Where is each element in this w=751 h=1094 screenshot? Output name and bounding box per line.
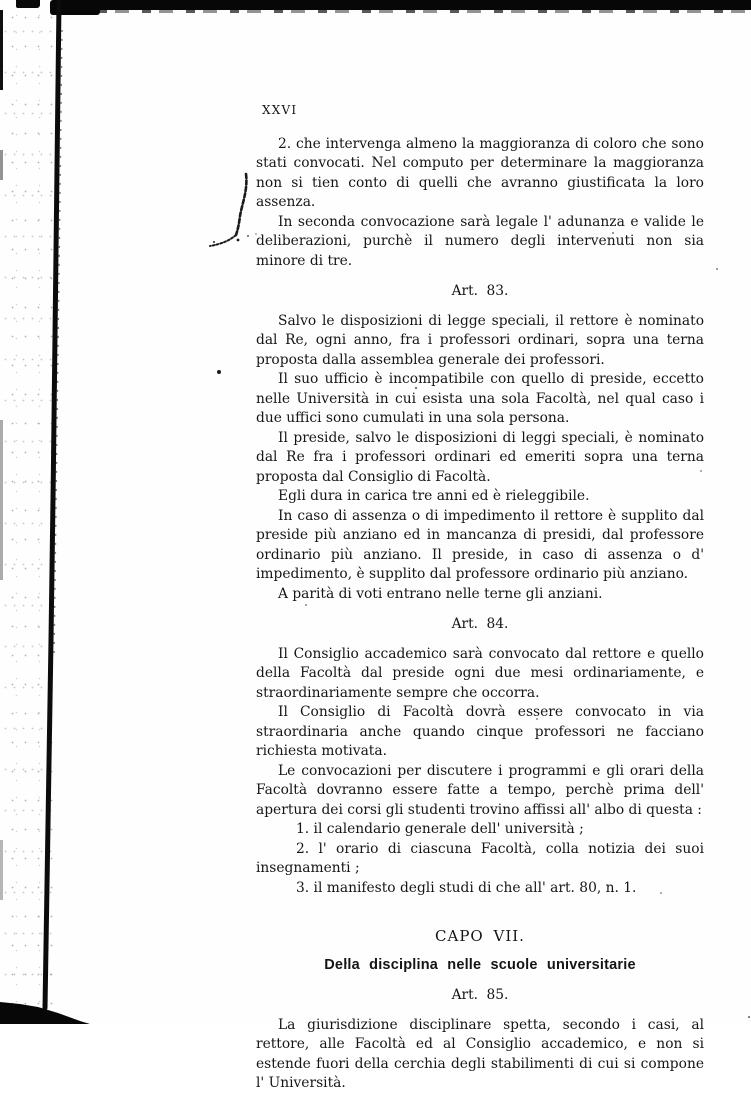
text-block <box>256 101 704 1094</box>
paragraph: Il preside, salvo le disposizioni di leggi speciali, è nominato dal Re fra i professori ordinari ed emeriti sopra una terna proposta dal Consiglio di Facoltà. <box>256 429 704 485</box>
paragraph: Il suo ufficio è incompatibile con quello di preside, eccetto nelle Università in cui esista una sola Facoltà, nel qual caso i due uffici sono cumulati in una sola persona. <box>256 371 704 426</box>
paragraph: In seconda convocazione sarà legale l' adunanza e valide le deliberazioni, purchè il numero degli intervenuti non sia minore di tre. <box>256 213 704 269</box>
article-heading-84: Art. 84. <box>451 616 509 632</box>
list-item: 3. il manifesto degli studi di che all' art. 80, n. 1. <box>296 879 637 896</box>
chapter-heading: CAPO VII. <box>435 927 525 945</box>
paragraph: A parità di voti entrano nelle terne gli anziani. <box>278 585 603 602</box>
paragraph: Le convocazioni per discutere i programmi e gli orari della Facoltà dovranno essere fatte a tempo, perchè prima dell' apertura dei corsi gli studenti trovino affissi all' albo di questa : <box>256 762 704 818</box>
scan-top-edge-ragged <box>54 10 751 13</box>
page-number: XXVI <box>262 103 298 117</box>
list-item: 2. l' orario di ciascuna Facoltà, colla notizia dei suoi insegnamenti ; <box>256 840 704 876</box>
scan-top-edge-bar <box>54 0 751 10</box>
paragraph: Il Consiglio di Facoltà dovrà essere convocato in via straordinaria anche quando cinque professori ne facciano richiesta motivata. <box>256 704 704 759</box>
paragraph: Salvo le disposizioni di legge speciali, il rettore è nominato dal Re, ogni anno, fra i professori ordinari, sopra una terna proposta dalla assemblea generale dei professori. <box>256 312 704 368</box>
paragraph: 2. che intervenga almeno la maggioranza di coloro che sono stati convocati. Nel computo per determinare la maggioranza non si tien conto di quelli che avranno giustificata la loro assenza. <box>256 135 704 210</box>
paragraph: La giurisdizione disciplinare spetta, secondo i casi, al rettore, alle Facoltà ed al Consiglio accademico, e non si estende fuori della cerchia degli stabilimenti di cui si compone l' Università. <box>256 1016 704 1091</box>
paragraph: Il Consiglio accademico sarà convocato dal rettore e quello della Facoltà dal preside ogni due mesi ordinariamente, e straordinariamente sempre che occorra. <box>256 645 704 701</box>
scan-binding-line <box>0 0 120 1024</box>
list-item: 1. il calendario generale dell' università ; <box>296 821 584 837</box>
scan-bottom-left-blob <box>0 998 95 1024</box>
paragraph: In caso di assenza o di impedimento il rettore è supplito dal preside più anziano ed in mancanza di presidi, dal professore ordinario più anziano. Il preside, in caso di assenza o d' impedimento, è supplito dal professore ordinario più anziano. <box>256 507 704 582</box>
margin-asterisk-mark <box>217 370 221 374</box>
paragraph: Egli dura in carica tre anni ed è rieleggibile. <box>278 488 590 504</box>
section-title: Della disciplina nelle scuole universitarie <box>324 956 636 973</box>
article-heading-83: Art. 83. <box>451 283 509 299</box>
article-heading-85: Art. 85. <box>451 987 509 1003</box>
